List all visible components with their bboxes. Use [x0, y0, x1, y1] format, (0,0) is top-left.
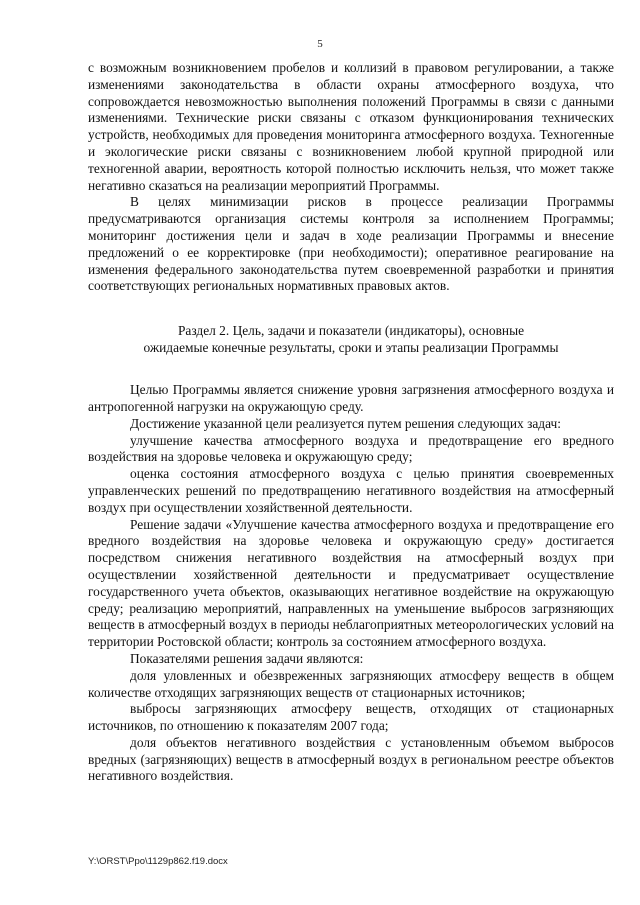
paragraph: Показателями решения задачи являются: — [130, 650, 364, 666]
file-path-footer: Y:\ORST\Ppo\1129p862.f19.docx — [88, 856, 228, 867]
list-item: оценка состояния атмосферного воздуха с целью принятия своевременных управленческих решений по предотвращению негативного воздействия на атмосферный воздух при осуществлении хозяйственной деятельности. — [88, 466, 614, 515]
section-heading-line: ожидаемые конечные результаты, сроки и этапы реализации Программы — [143, 340, 559, 356]
section-heading-line: Раздел 2. Цель, задачи и показатели (индикаторы), основные — [177, 323, 525, 339]
list-item: выбросы загрязняющих атмосферу веществ, отходящих от стационарных источников, по отношению к показателям 2007 года; — [88, 701, 614, 734]
paragraph: с возможным возникновением пробелов и коллизий в правовом регулировании, а также изменениями законодательства в области охраны атмосферного воздуха, что сопровождается невозможностью выполнения положений Программы в связи с данными изменениями. Технические риски связаны с отказом функционирования технических устройств, необходимых для проведения мониторинга атмосферного воздуха. Техногенные и экологические риски связаны с возникновением любой крупной природной или техногенной аварии, вероятность которой полностью исключить нельзя, что может также негативно сказаться на реализации мероприятий Программы. — [88, 60, 614, 193]
paragraph: В целях минимизации рисков в процессе реализации Программы предусматриваются организация системы контроля за исполнением Программы; мониторинг достижения цели и задач в ходе реализации Программы и внесение предложений о ее корректировке (при необходимости); оперативное реагирование на изменения федерального законодательства путем своевременной разработки и принятия соответствующих региональных нормативных правовых актов. — [88, 194, 614, 294]
list-item: улучшение качества атмосферного воздуха и предотвращение его вредного воздействия на здоровье человека и окружающую среду; — [88, 432, 614, 465]
paragraph: Целью Программы является снижение уровня загрязнения атмосферного воздуха и антропогенной нагрузки на окружающую среду. — [88, 382, 614, 414]
paragraph: Достижение указанной цели реализуется путем решения следующих задач: — [130, 415, 561, 431]
section-heading — [88, 322, 614, 356]
page-number: 5 — [317, 38, 323, 50]
list-item: доля уловленных и обезвреженных загрязняющих атмосферу веществ в общем количестве отходящих загрязняющих веществ от стационарных источников; — [88, 667, 614, 700]
list-item: доля объектов негативного воздействия с установленным объемом выбросов вредных (загрязняющих) веществ в атмосферный воздух в региональном реестре объектов негативного воздействия. — [88, 734, 614, 784]
paragraph: Решение задачи «Улучшение качества атмосферного воздуха и предотвращение его вредного воздействия на здоровье человека и окружающую среду» достигается посредством снижения негативного воздействия на атмосферный воздух при осуществлении хозяйственной деятельности и предусматривает осуществление государственного учета объектов, оказывающих негативное воздействие на окружающую среду; реализацию мероприятий, направленных на уменьшение выбросов загрязняющих веществ в атмосферный воздух в периоды неблагоприятных метеорологических условий на территории Ростовской области; контроль за состоянием атмосферного воздуха. — [88, 516, 614, 650]
document-body — [88, 60, 614, 785]
